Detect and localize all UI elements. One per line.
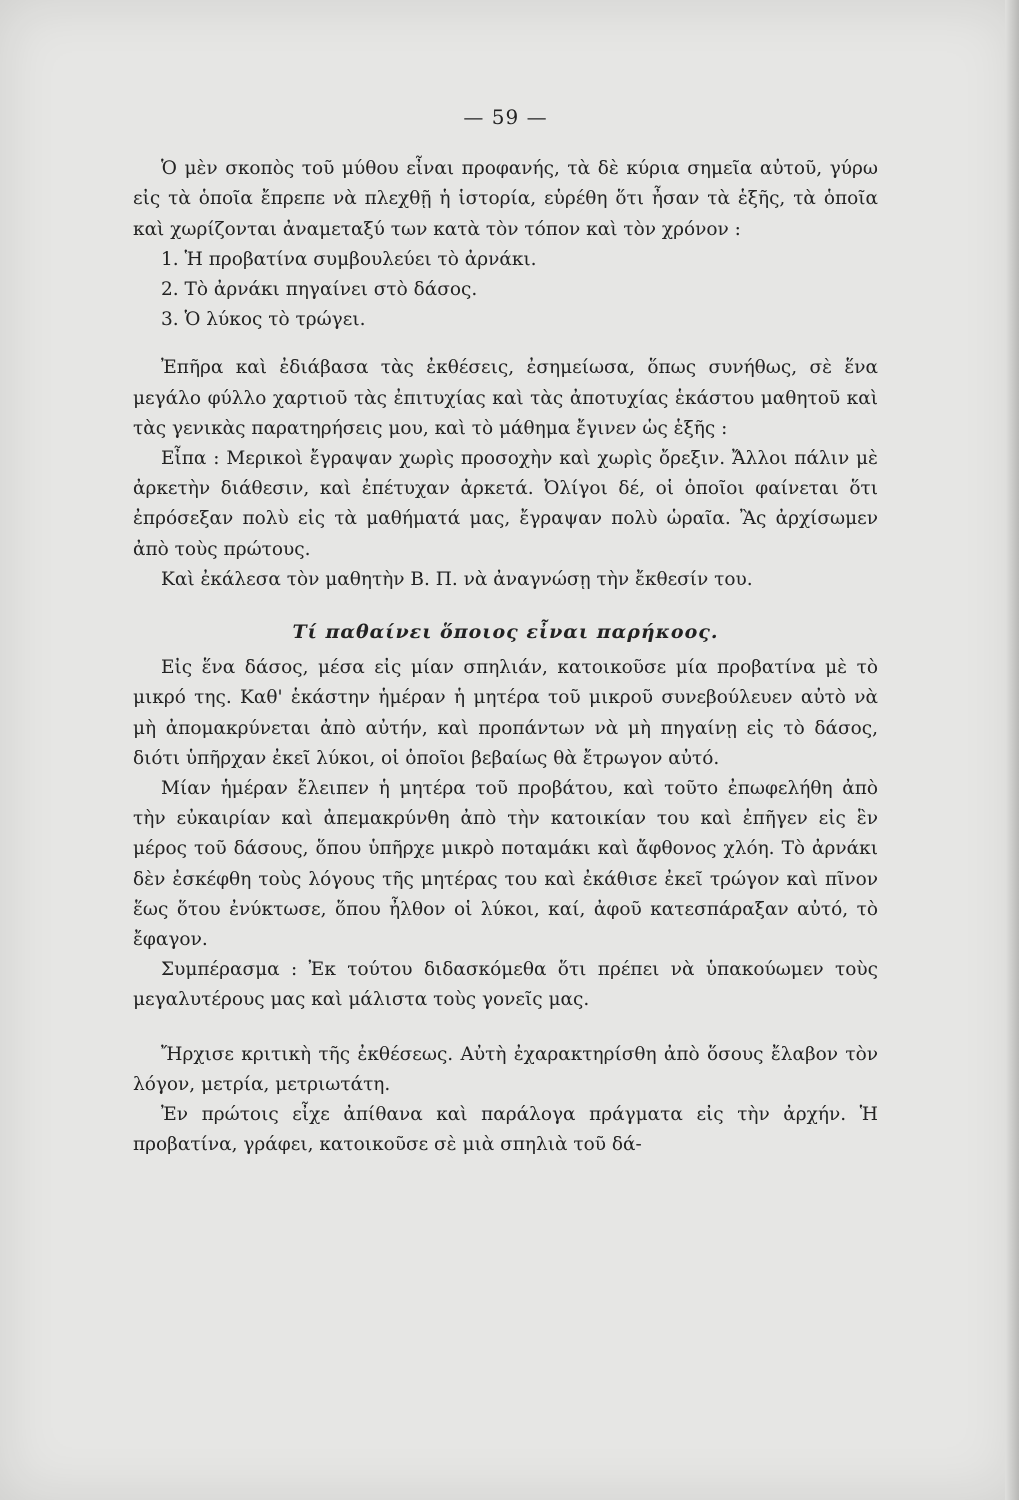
story-conclusion: Συμπέρασμα : Ἐκ τούτου διδασκόμεθα ὅτι πρέπει νὰ ὑπακούωμεν τοὺς μεγαλυτέρους μας καὶ μάλιστα τοὺς γονεῖς μας.	[133, 959, 878, 1011]
story-point: 3. Ὁ λύκος τὸ τρώγει.	[161, 309, 366, 331]
story-paragraph: Μίαν ἡμέραν ἔλειπεν ἡ μητέρα τοῦ προβάτου, καὶ τοῦτο ἐπωφελήθη ἀπὸ τὴν εὐκαιρίαν καὶ ἀπεμακρύνθη ἀπὸ τὴν κατοικίαν του καὶ ἐπῆγεν εἰς ἓν μέρος τοῦ δάσους, ὅπου ὑπῆρχε μικρὸ ποταμάκι καὶ ἄφθονος χλόη. Τὸ ἀρνάκι δὲν ἐσκέφθη τοὺς λόγους τῆς μητέρας του καὶ ἐκάθισε ἐκεῖ τρώγον καὶ πῖνον ἕως ὅτου ἐνύκτωσε, ὅπου ἦλθον οἱ λύκοι, καί, ἀφοῦ κατεσπάραξαν αὐτό, τὸ ἔφαγον.	[133, 778, 878, 951]
first-remarks-paragraph: Ἐν πρώτοις εἶχε ἀπίθανα καὶ παράλογα πράγματα εἰς τὴν ἀρχήν. Ἡ προβατίνα, γράφει, κατοικοῦσε σὲ μιὰ σπηλιὰ τοῦ δά-	[133, 1104, 878, 1156]
story-point: 1. Ἡ προβατίνα συμβουλεύει τὸ ἀρνάκι.	[161, 248, 537, 270]
intro-paragraph: Ὁ μὲν σκοπὸς τοῦ μύθου εἶναι προφανής, τὰ δὲ κύρια σημεῖα αὐτοῦ, γύρω εἰς τὰ ὁποῖα ἔπρεπε νὰ πλεχθῇ ἡ ἱστορία, εὑρέθη ὅτι ἦσαν τὰ ἑξῆς, τὰ ὁποῖα καὶ χωρίζονται ἀναμεταξύ των κατὰ τὸν τόπον καὶ τὸν χρόνον :	[133, 158, 878, 240]
page-number: — 59 —	[463, 105, 548, 129]
called-student-paragraph: Καὶ ἐκάλεσα τὸν μαθητὴν Β. Π. νὰ ἀναγνώσῃ τὴν ἔκθεσίν του.	[161, 568, 753, 590]
page-edge	[1005, 0, 1019, 1500]
report-paragraph: Ἐπῆρα καὶ ἐδιάβασα τὰς ἐκθέσεις, ἐσημείωσα, ὅπως συνήθως, σὲ ἕνα μεγάλο φύλλο χαρτιοῦ τὰς ἐπιτυχίας καὶ τὰς ἀποτυχίας ἑκάστου μαθητοῦ καὶ τὰς γενικὰς παρατηρήσεις μου, καὶ τὸ μάθημα ἔγινεν ὡς ἑξῆς :	[133, 357, 878, 439]
critique-paragraph: Ἤρχισε κριτικὴ τῆς ἐκθέσεως. Αὐτὴ ἐχαρακτηρίσθη ἀπὸ ὅσους ἔλαβον τὸν λόγον, μετρία, μετριωτάτη.	[133, 1043, 878, 1095]
teacher-said-paragraph: Εἶπα : Μερικοὶ ἔγραψαν χωρὶς προσοχὴν καὶ χωρὶς ὄρεξιν. Ἄλλοι πάλιν μὲ ἀρκετὴν διάθεσιν, καὶ ἐπέτυχαν ἀρκετά. Ὀλίγοι δέ, οἱ ὁποῖοι φαίνεται ὅτι ἐπρόσεξαν πολὺ εἰς τὰ μαθήματά μας, ἔγραψαν πολὺ ὡραῖα. Ἂς ἀρχίσωμεν ἀπὸ τοὺς πρώτους.	[133, 448, 878, 560]
story-point: 2. Τὸ ἀρνάκι πηγαίνει στὸ δάσος.	[161, 279, 478, 301]
story-points-list	[133, 245, 878, 336]
story-title: Τί παθαίνει ὅποιος εἶναι παρήκοος.	[292, 621, 719, 644]
page-text	[133, 102, 878, 1161]
story-paragraph: Εἰς ἕνα δάσος, μέσα εἰς μίαν σπηλιάν, κατοικοῦσε μία προβατίνα μὲ τὸ μικρό της. Καθ' ἑκάστην ἡμέραν ἡ μητέρα τοῦ μικροῦ συνεβούλευεν αὐτὸ νὰ μὴ ἀπομακρύνεται ἀπὸ αὐτήν, καὶ προπάντων νὰ μὴ πηγαίνῃ εἰς τὸ δάσος, διότι ὑπῆρχαν ἐκεῖ λύκοι, οἱ ὁποῖοι βεβαίως θὰ ἔτρωγον αὐτό.	[133, 657, 878, 769]
